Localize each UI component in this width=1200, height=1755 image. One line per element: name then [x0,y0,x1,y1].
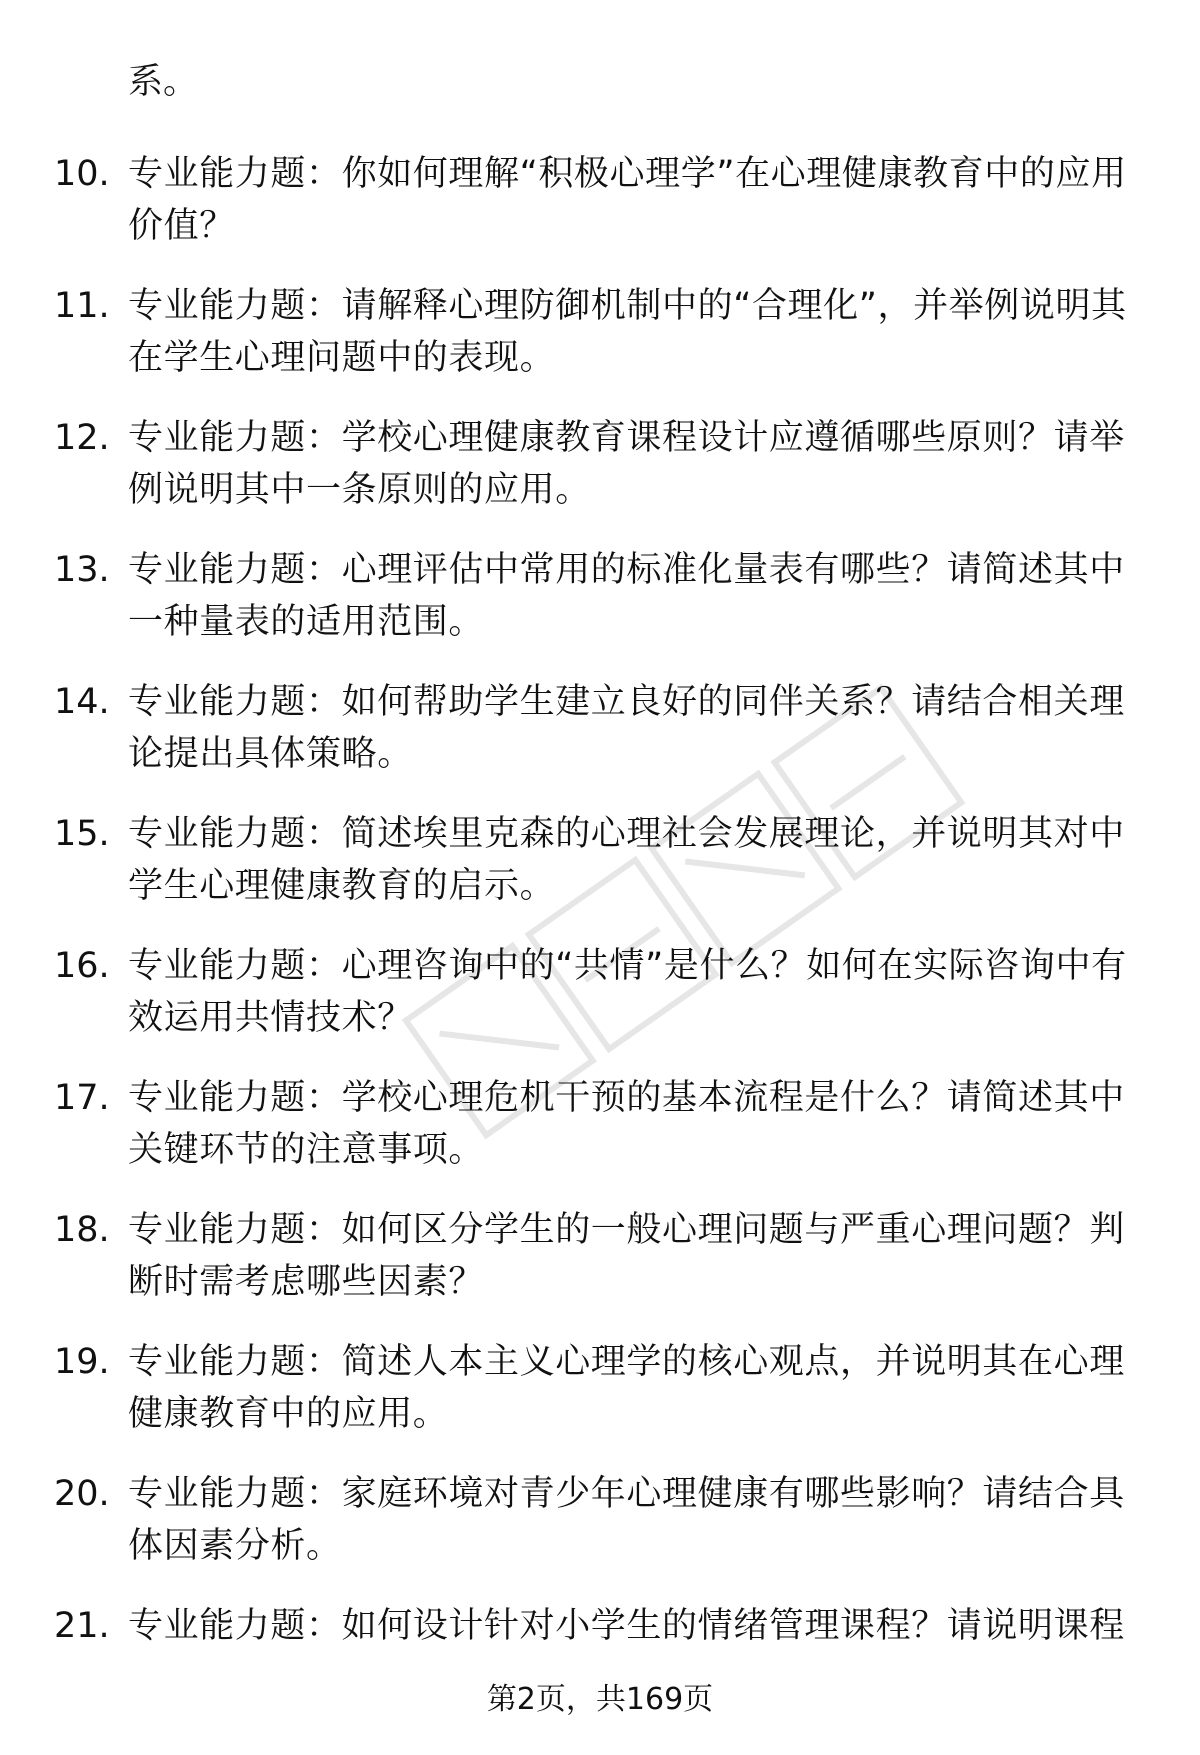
item-text: 专业能力题：简述埃里克森的心理社会发展理论，并说明其对中学生心理健康教育的启示。 [128,814,1125,906]
list-item [0,808,1200,940]
list-item [0,412,1200,544]
item-number: 18. [54,1210,110,1250]
item-text: 专业能力题：心理咨询中的“共情”是什么？如何在实际咨询中有效运用共情技术？ [128,946,1127,1038]
item-text: 专业能力题：如何设计针对小学生的情绪管理课程？请说明课程 [128,1606,1125,1646]
item-text: 专业能力题：如何帮助学生建立良好的同伴关系？请结合相关理论提出具体策略。 [128,682,1125,774]
list-item [0,280,1200,412]
list-item [0,1468,1200,1600]
continuation-text: 系。 [128,62,199,102]
item-number: 13. [54,550,110,590]
item-number: 16. [54,946,110,986]
item-text: 专业能力题：你如何理解“积极心理学”在心理健康教育中的应用价值？ [128,154,1127,246]
item-number: 21. [54,1606,110,1646]
list-item [0,1072,1200,1204]
item-number: 20. [54,1474,110,1514]
item-text: 专业能力题：心理评估中常用的标准化量表有哪些？请简述其中一种量表的适用范围。 [128,550,1125,642]
list-item [0,940,1200,1072]
item-text: 专业能力题：家庭环境对青少年心理健康有哪些影响？请结合具体因素分析。 [128,1474,1125,1566]
item-number: 17. [54,1078,110,1118]
item-number: 19. [54,1342,110,1382]
list-item [0,676,1200,808]
item-number: 10. [54,154,110,194]
list-item [0,1336,1200,1468]
list-item [0,544,1200,676]
item-number: 11. [54,286,110,326]
question-list [0,148,1200,1732]
item-text: 专业能力题：请解释心理防御机制中的“合理化”，并举例说明其在学生心理问题中的表现。 [128,286,1127,378]
item-text: 专业能力题：如何区分学生的一般心理问题与严重心理问题？判断时需考虑哪些因素？ [128,1210,1125,1302]
item-number: 12. [54,418,110,458]
item-text: 专业能力题：学校心理健康教育课程设计应遵循哪些原则？请举例说明其中一条原则的应用。 [128,418,1125,510]
item-text: 专业能力题：简述人本主义心理学的核心观点，并说明其在心理健康教育中的应用。 [128,1342,1125,1434]
page-footer: 第2页，共169页 [486,1682,714,1717]
item-text: 专业能力题：学校心理危机干预的基本流程是什么？请简述其中关键环节的注意事项。 [128,1078,1125,1170]
item-number: 15. [54,814,110,854]
list-item [0,1204,1200,1336]
item-number: 14. [54,682,110,722]
list-item [0,148,1200,280]
